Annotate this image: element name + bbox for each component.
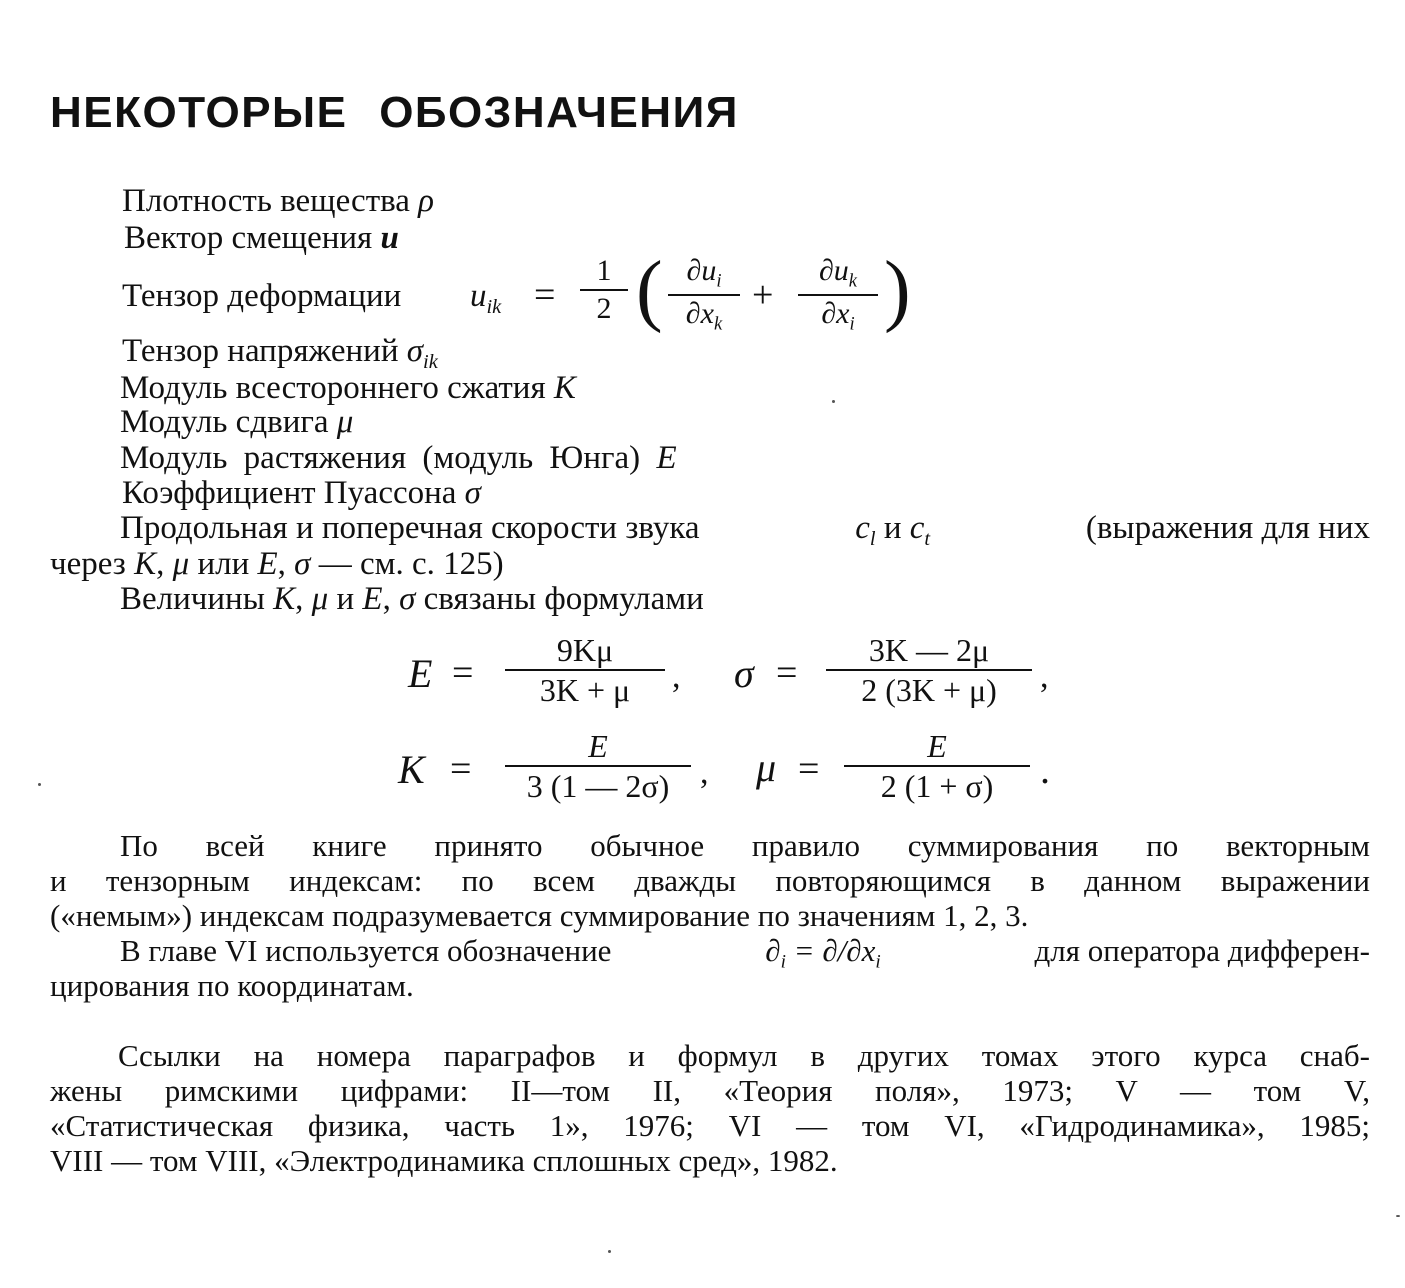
formula-sigma-lhs: σ [734, 651, 754, 696]
chapter6-l1-b: для оператора дифферен- [1034, 933, 1370, 968]
young-modulus-line [120, 442, 677, 475]
strain-t2-num-sub: k [848, 270, 858, 292]
sound-speed-line1 [120, 512, 1370, 550]
strain-term2-fraction [798, 256, 878, 334]
young-symbol: E [656, 440, 677, 476]
relations-line: Величины K, μ и E, σ связаны формулами [120, 581, 704, 617]
formula-sigma-eq: = [776, 652, 798, 694]
strain-t2-den-sub: i [849, 313, 855, 335]
chapter6-eq: = ∂/∂x [793, 933, 876, 968]
scan-speck [38, 783, 41, 786]
formula-K-den: 3 (1 — 2σ) [526, 768, 670, 804]
scan-speck [1396, 1215, 1400, 1217]
strain-right-paren: ) [884, 246, 911, 334]
strain-t1-num-sub: i [716, 270, 722, 292]
chapter6-line-1 [120, 935, 1370, 972]
displacement-line [124, 222, 399, 255]
formula-comma-3: , [700, 754, 709, 791]
chapter6-operator [765, 935, 880, 972]
summation-line-1: По всей книге принято обычное правило суммирования по векторным [120, 828, 1370, 863]
strain-half-num: 1 [596, 254, 612, 287]
summation-line-3: («немым») индексам подразумевается суммирование по значениям 1, 2, 3. [50, 898, 1029, 933]
page-title: НЕКОТОРЫЕ ОБОЗНАЧЕНИЯ [50, 88, 739, 137]
density-label: Плотность вещества [122, 183, 410, 219]
formula-mu-lhs: μ [756, 745, 777, 790]
chapter6-l1-a: В главе VI используется обозначение [120, 933, 612, 968]
formula-mu-num: E [927, 728, 947, 764]
strain-t1-den-base: ∂x [685, 297, 714, 331]
strain-half-fraction [580, 256, 628, 324]
stress-label: Тензор напряжений [122, 333, 399, 369]
stress-symbol [406, 333, 438, 374]
sound-line2-K: K [134, 546, 157, 582]
relations-E: E [362, 581, 383, 617]
sound-line1-b: (выражения для них [1085, 510, 1370, 546]
poisson-label: Коэффициент Пуассона [122, 475, 457, 511]
density-symbol: ρ [418, 183, 435, 219]
strain-t1-den [668, 296, 740, 334]
bulk-label: Модуль всестороннего сжатия [120, 370, 546, 406]
poisson-line [122, 477, 481, 510]
formula-mu-den: 2 (1 + σ) [880, 768, 994, 804]
strain-half-den: 2 [596, 292, 612, 325]
formula-comma-2: , [1040, 658, 1049, 695]
formula-K-fraction [505, 730, 691, 802]
strain-t2-den-base: ∂x [821, 297, 850, 331]
relations-sigma: σ [399, 581, 416, 617]
relations-b: связаны формулами [423, 581, 704, 617]
references-line-3: «Статистическая физика, часть 1», 1976; VI — том VI, «Гидродинамика», 1985; [50, 1108, 1370, 1143]
bulk-symbol: K [553, 370, 576, 406]
relations-and: и [336, 581, 355, 617]
strain-left-paren: ( [636, 246, 663, 334]
sound-line2-sigma: σ [294, 546, 311, 582]
shear-modulus-line [120, 406, 353, 439]
relations-K: K [273, 581, 296, 617]
formula-period: . [1040, 747, 1050, 792]
formula-E-fraction [505, 634, 665, 706]
displacement-symbol: u [380, 220, 399, 256]
scan-speck [832, 400, 835, 403]
formula-mu-eq: = [798, 748, 820, 790]
strain-term1-fraction [668, 256, 740, 334]
chapter6-op-sub: i [780, 951, 786, 973]
formula-K-num: E [588, 728, 608, 764]
strain-t2-num [798, 256, 878, 294]
sound-cl: c [855, 510, 870, 546]
young-label: Модуль растяжения (модуль Юнга) [120, 440, 641, 476]
shear-symbol: μ [336, 404, 354, 440]
formula-sigma-den: 2 (3K + μ) [861, 672, 997, 708]
sound-line2-a: через [50, 546, 126, 582]
formula-E-num: 9Kμ [556, 632, 614, 668]
formula-E-den: 3K + μ [539, 672, 631, 708]
stress-line [122, 335, 438, 373]
sound-line2-or: или [197, 546, 250, 582]
formula-K-lhs: K [398, 747, 425, 792]
relations-a: Величины [120, 581, 265, 617]
strain-t1-num-base: ∂u [686, 254, 717, 287]
references-line-1: Ссылки на номера параграфов и формул в других томах этого курса снаб- [118, 1038, 1370, 1073]
sound-line2-E: E [257, 546, 278, 582]
strain-lhs-u: u [470, 278, 487, 314]
sound-line2-mu: μ [172, 546, 190, 582]
strain-plus: + [752, 274, 774, 316]
sound-ct-sub: t [924, 528, 931, 551]
strain-lhs [470, 280, 501, 318]
strain-t1-den-sub: k [713, 313, 723, 335]
sound-cl-sub: l [869, 528, 876, 551]
chapter6-eq-sub: i [875, 951, 881, 973]
shear-label: Модуль сдвига [120, 404, 329, 440]
stress-symbol-base: σ [406, 333, 424, 369]
references-line-4: VIII — том VIII, «Электродинамика сплошных сред», 1982. [50, 1143, 838, 1178]
chapter6-line-2: цирования по координатам. [50, 968, 414, 1003]
density-line [122, 185, 434, 218]
bulk-modulus-line [120, 372, 576, 405]
summation-line-2: и тензорным индексам: по всем дважды повторяющимся в данном выражении [50, 863, 1370, 898]
strain-t1-num [668, 256, 740, 294]
displacement-label: Вектор смещения [124, 220, 373, 256]
stress-symbol-sub: ik [423, 351, 438, 374]
strain-lhs-sub: ik [486, 296, 502, 319]
strain-t2-den [798, 296, 878, 334]
formula-sigma-num: 3K — 2μ [868, 632, 990, 668]
formula-comma-1: , [672, 658, 681, 695]
sound-and: и [883, 510, 902, 546]
sound-line2-ref: — см. с. 125) [318, 546, 504, 582]
sound-speed-line2: через K, μ или E, σ — см. с. 125) [50, 546, 504, 582]
sound-symbols [855, 512, 930, 550]
sound-ct: c [909, 510, 925, 546]
formula-sigma-fraction [826, 634, 1032, 706]
strain-equals: = [534, 274, 556, 316]
formula-K-eq: = [450, 748, 472, 790]
poisson-symbol: σ [464, 475, 481, 511]
strain-label: Тензор деформации [122, 278, 402, 314]
sound-line1-a: Продольная и поперечная скорости звука [120, 510, 700, 546]
relations-mu: μ [311, 581, 329, 617]
references-line-2: жены римскими цифрами: II—том II, «Теория поля», 1973; V — том V, [50, 1073, 1370, 1108]
scan-speck [608, 1250, 611, 1253]
formula-mu-fraction [844, 730, 1030, 802]
chapter6-op: ∂ [765, 933, 781, 968]
formula-E-lhs: E [408, 651, 433, 696]
formula-E-eq: = [452, 652, 474, 694]
strain-t2-num-base: ∂u [818, 254, 849, 287]
